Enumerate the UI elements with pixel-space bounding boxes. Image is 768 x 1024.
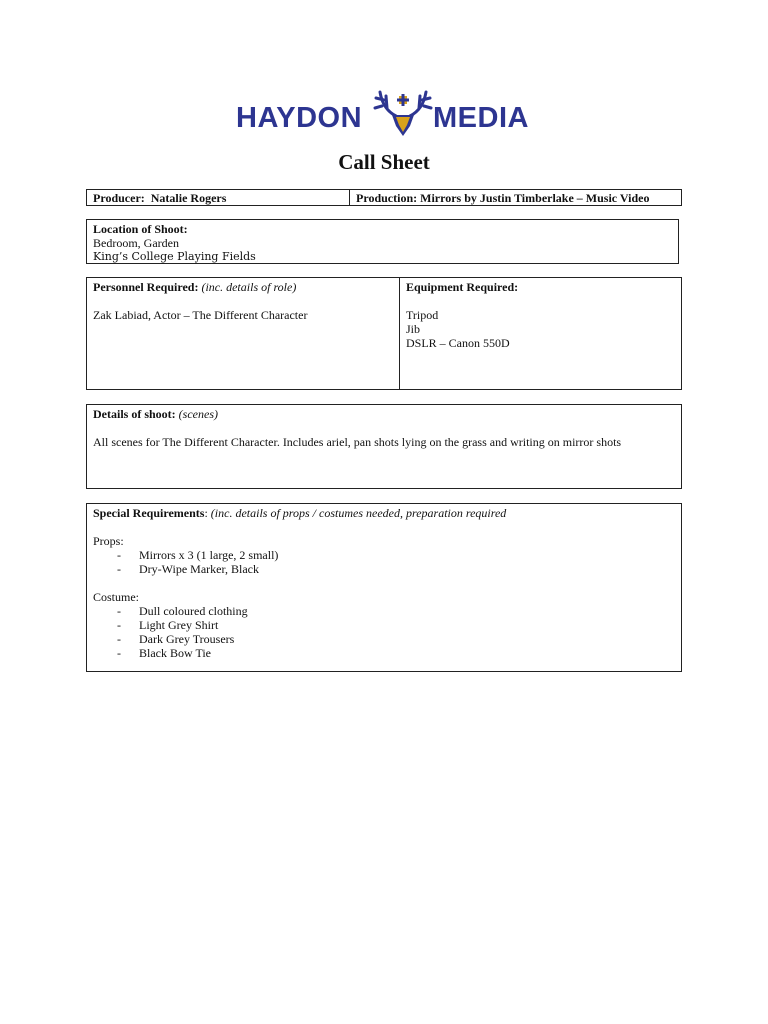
personnel-equipment-box [86,277,682,390]
list-item: - Dark Grey Trousers [117,632,235,646]
producer-cell [87,190,350,205]
producer-production-row [86,189,682,206]
costume-label: Costume: [93,590,140,604]
equipment-item: DSLR – Canon 550D [406,336,510,350]
stag-head-icon [372,86,434,138]
details-text: All scenes for The Different Character. Includes ariel, pan shots lying on the grass and writing on mirror shots [93,435,622,449]
props-label: Props: [93,534,124,548]
equipment-item: Jib [406,322,421,336]
production-cell [350,190,681,205]
producer-value: Natalie Rogers [150,191,227,205]
personnel-item: Zak Labiad, Actor – The Different Character [93,308,308,322]
list-item: - Mirrors x 3 (1 large, 2 small) [117,548,279,562]
page-title: Call Sheet [338,150,430,174]
personnel-note: (inc. details of role) [201,280,297,294]
details-label: Details of shoot: [93,407,176,421]
personnel-label: Personnel Required: [93,280,199,294]
producer-label: Producer: [93,191,145,205]
location-line: King’s College Playing Fields [93,250,256,263]
equipment-cell [400,278,681,389]
location-line: Bedroom, Garden [93,236,179,250]
list-item: - Dry-Wipe Marker, Black [117,562,259,576]
equipment-item: Tripod [406,308,439,322]
location-label: Location of Shoot: [93,222,188,236]
location-box [86,219,679,264]
production-value: Mirrors by Justin Timberlake – Music Video [420,191,650,205]
special-requirements-box: Special Requirements: (inc. details of props / costumes needed, preparation required Props: - Mirrors x 3 (1 large, 2 small) - Dry-Wipe Marker, Black Costume: - Dull coloured clothing - Light Grey Shirt - Dark Grey Trousers - Black Bow Tie [86,503,682,672]
haydon-media-logo [0,84,768,144]
list-item: - Black Bow Tie [117,646,212,660]
logo-word-media: MEDIA [433,102,529,134]
logo-word-haydon: HAYDON [236,102,363,134]
details-box [86,404,682,489]
details-note: (scenes) [178,407,218,421]
production-label: Production: [356,191,418,205]
list-item: - Dull coloured clothing [117,604,248,618]
special-label: Special Requirements [93,506,205,520]
list-item: - Light Grey Shirt [117,618,219,632]
personnel-cell [87,278,400,389]
equipment-label: Equipment Required: [406,280,519,294]
special-note: (inc. details of props / costumes needed, preparation required [210,506,507,520]
